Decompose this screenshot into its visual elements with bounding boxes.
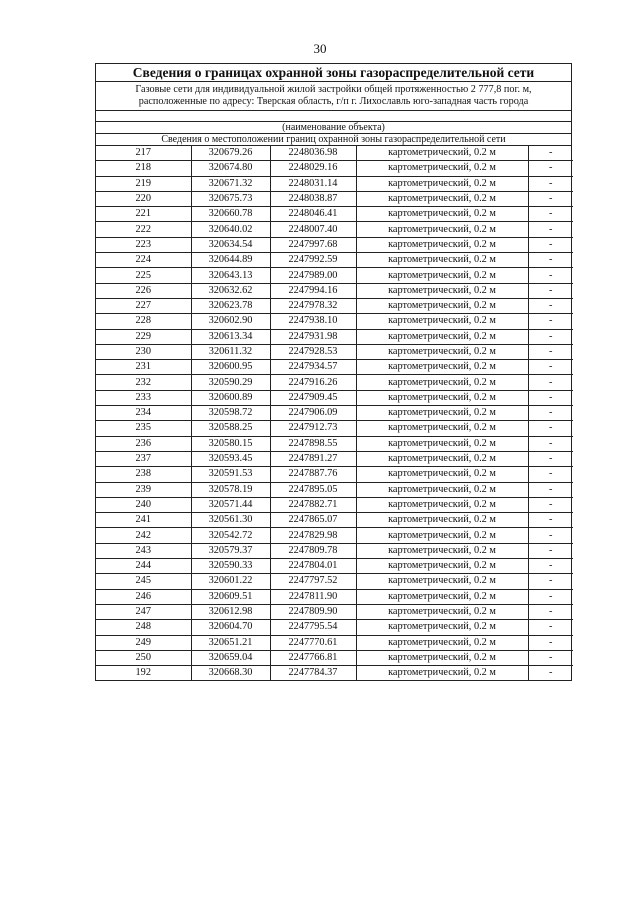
- point-number-cell: 227: [96, 298, 191, 313]
- table-row: [96, 375, 573, 390]
- x-coordinate-cell: 320579.37: [191, 543, 270, 558]
- method-accuracy-cell: картометрический, 0.2 м: [356, 666, 528, 681]
- table-row: [96, 451, 573, 466]
- method-accuracy-cell: картометрический, 0.2 м: [356, 314, 528, 329]
- y-coordinate-cell: 2247795.54: [270, 620, 356, 635]
- description-cell: -: [528, 176, 573, 191]
- y-coordinate-cell: 2247931.98: [270, 329, 356, 344]
- description-cell: -: [528, 161, 573, 176]
- description-cell: -: [528, 375, 573, 390]
- description-cell: -: [528, 467, 573, 482]
- description-cell: -: [528, 528, 573, 543]
- point-number-cell: 231: [96, 360, 191, 375]
- table-row: [96, 360, 573, 375]
- y-coordinate-cell: 2247829.98: [270, 528, 356, 543]
- y-coordinate-cell: 2247928.53: [270, 344, 356, 359]
- y-coordinate-cell: 2247766.81: [270, 650, 356, 665]
- x-coordinate-cell: 320643.13: [191, 268, 270, 283]
- table-row: [96, 559, 573, 574]
- method-accuracy-cell: картометрический, 0.2 м: [356, 298, 528, 313]
- table-row: [96, 482, 573, 497]
- y-coordinate-cell: 2247882.71: [270, 497, 356, 512]
- description-cell: -: [528, 298, 573, 313]
- x-coordinate-cell: 320561.30: [191, 513, 270, 528]
- description-cell: -: [528, 543, 573, 558]
- method-accuracy-cell: картометрический, 0.2 м: [356, 482, 528, 497]
- description-cell: -: [528, 406, 573, 421]
- x-coordinate-cell: 320632.62: [191, 283, 270, 298]
- x-coordinate-cell: 320580.15: [191, 436, 270, 451]
- method-accuracy-cell: картометрический, 0.2 м: [356, 543, 528, 558]
- description-cell: -: [528, 635, 573, 650]
- x-coordinate-cell: 320571.44: [191, 497, 270, 512]
- y-coordinate-cell: 2247909.45: [270, 390, 356, 405]
- point-number-cell: 248: [96, 620, 191, 635]
- method-accuracy-cell: картометрический, 0.2 м: [356, 559, 528, 574]
- table-row: [96, 543, 573, 558]
- description-cell: -: [528, 482, 573, 497]
- method-accuracy-cell: картометрический, 0.2 м: [356, 497, 528, 512]
- table-row: [96, 406, 573, 421]
- method-accuracy-cell: картометрический, 0.2 м: [356, 283, 528, 298]
- point-number-cell: 239: [96, 482, 191, 497]
- description-cell: -: [549, 667, 553, 679]
- point-number-cell: 241: [96, 513, 191, 528]
- point-number-cell: 250: [96, 650, 191, 665]
- description-cell: -: [528, 436, 573, 451]
- description-cell: -: [528, 650, 573, 665]
- table-row: [96, 604, 573, 619]
- point-number-cell: 244: [96, 559, 191, 574]
- x-coordinate-cell: 320675.73: [191, 191, 270, 206]
- description-cell: -: [528, 574, 573, 589]
- x-coordinate-cell: 320604.70: [191, 620, 270, 635]
- method-accuracy-cell: картометрический, 0.2 м: [356, 467, 528, 482]
- point-number-cell: 246: [96, 589, 191, 604]
- method-accuracy-cell: картометрический, 0.2 м: [356, 574, 528, 589]
- y-coordinate-cell: 2248007.40: [270, 222, 356, 237]
- point-number-cell: 243: [96, 543, 191, 558]
- method-accuracy-cell: картометрический, 0.2 м: [356, 237, 528, 252]
- y-coordinate-cell: 2247934.57: [270, 360, 356, 375]
- x-coordinate-cell: 320602.90: [191, 314, 270, 329]
- table-row: [96, 528, 573, 543]
- x-coordinate-cell: 320590.29: [191, 375, 270, 390]
- object-description-line-1: Газовые сети для индивидуальной жилой застройки общей протяженностью 2 777,8 пог. м,: [135, 84, 532, 95]
- x-coordinate-cell: 320588.25: [191, 421, 270, 436]
- table-row: [96, 298, 573, 313]
- x-coordinate-cell: 320609.51: [191, 589, 270, 604]
- table-row: [96, 161, 573, 176]
- y-coordinate-cell: 2247898.55: [270, 436, 356, 451]
- method-accuracy-cell: картометрический, 0.2 м: [356, 650, 528, 665]
- point-number-cell: 245: [96, 574, 191, 589]
- x-coordinate-cell: 320593.45: [191, 451, 270, 466]
- method-accuracy-cell: картометрический, 0.2 м: [356, 528, 528, 543]
- table-row: [96, 283, 573, 298]
- x-coordinate-cell: 320644.89: [191, 253, 270, 268]
- method-accuracy-cell: картометрический, 0.2 м: [356, 589, 528, 604]
- table-row: [96, 421, 573, 436]
- y-coordinate-cell: 2248046.41: [270, 207, 356, 222]
- table-row: [96, 253, 573, 268]
- description-cell: -: [528, 451, 573, 466]
- method-accuracy-cell: картометрический, 0.2 м: [356, 268, 528, 283]
- x-coordinate-cell: 320659.04: [191, 650, 270, 665]
- table-row: [96, 497, 573, 512]
- blank-separator-row: [96, 111, 571, 122]
- point-number-cell: 240: [96, 497, 191, 512]
- table-row: [96, 222, 573, 237]
- description-cell: -: [528, 268, 573, 283]
- table-row: [96, 268, 573, 283]
- point-number-cell: 222: [96, 222, 191, 237]
- x-coordinate-cell: 320674.80: [191, 161, 270, 176]
- method-accuracy-cell: картометрический, 0.2 м: [356, 390, 528, 405]
- x-coordinate-cell: 320679.26: [191, 146, 270, 161]
- location-caption: Сведения о местоположении границ охранной зоны газораспределительной сети: [96, 134, 571, 146]
- point-number-cell: 238: [96, 467, 191, 482]
- table-row: [96, 344, 573, 359]
- method-accuracy-cell: картометрический, 0.2 м: [356, 161, 528, 176]
- table-row: [96, 666, 573, 681]
- description-cell: -: [528, 360, 573, 375]
- x-coordinate-cell: 320590.33: [191, 559, 270, 574]
- y-coordinate-cell: 2247809.90: [270, 604, 356, 619]
- table-row: [96, 436, 573, 451]
- method-accuracy-cell: картометрический, 0.2 м: [356, 436, 528, 451]
- x-coordinate-cell: 320651.21: [191, 635, 270, 650]
- point-number-cell: 247: [96, 604, 191, 619]
- y-coordinate-cell: 2247809.78: [270, 543, 356, 558]
- x-coordinate-cell: 320668.30: [191, 666, 270, 681]
- x-coordinate-cell: 320671.32: [191, 176, 270, 191]
- table-row: [96, 191, 573, 206]
- y-coordinate-cell: 2248029.16: [270, 161, 356, 176]
- method-accuracy-cell: картометрический, 0.2 м: [356, 375, 528, 390]
- description-cell: -: [528, 237, 573, 252]
- method-accuracy-cell: картометрический, 0.2 м: [356, 176, 528, 191]
- point-number-cell: 192: [96, 666, 191, 681]
- y-coordinate-cell: 2247784.37: [270, 666, 356, 681]
- description-cell: -: [528, 421, 573, 436]
- description-cell: -: [528, 620, 573, 635]
- method-accuracy-cell: картометрический, 0.2 м: [356, 207, 528, 222]
- x-coordinate-cell: 320601.22: [191, 574, 270, 589]
- x-coordinate-cell: 320600.89: [191, 390, 270, 405]
- x-coordinate-cell: 320612.98: [191, 604, 270, 619]
- table-row: [96, 467, 573, 482]
- document-title: Сведения о границах охранной зоны газораспределительной сети: [96, 64, 571, 82]
- y-coordinate-cell: 2248038.87: [270, 191, 356, 206]
- y-coordinate-cell: 2247797.52: [270, 574, 356, 589]
- point-number-cell: 217: [96, 146, 191, 161]
- y-coordinate-cell: 2247989.00: [270, 268, 356, 283]
- x-coordinate-cell: 320613.34: [191, 329, 270, 344]
- table-row: [96, 146, 573, 161]
- y-coordinate-cell: 2247811.90: [270, 589, 356, 604]
- description-cell: -: [528, 314, 573, 329]
- method-accuracy-cell: картометрический, 0.2 м: [356, 635, 528, 650]
- method-accuracy-cell: картометрический, 0.2 м: [356, 604, 528, 619]
- point-number-cell: 221: [96, 207, 191, 222]
- y-coordinate-cell: 2247906.09: [270, 406, 356, 421]
- x-coordinate-cell: 320623.78: [191, 298, 270, 313]
- coordinates-table: [96, 146, 573, 680]
- table-row: [96, 237, 573, 252]
- y-coordinate-cell: 2247992.59: [270, 253, 356, 268]
- method-accuracy-cell: картометрический, 0.2 м: [356, 620, 528, 635]
- table-row: [96, 574, 573, 589]
- method-accuracy-cell: картометрический, 0.2 м: [356, 421, 528, 436]
- y-coordinate-cell: 2247891.27: [270, 451, 356, 466]
- table-row: [96, 635, 573, 650]
- description-cell: -: [528, 559, 573, 574]
- point-number-cell: 234: [96, 406, 191, 421]
- point-number-cell: 219: [96, 176, 191, 191]
- x-coordinate-cell: 320542.72: [191, 528, 270, 543]
- point-number-cell: 230: [96, 344, 191, 359]
- point-number-cell: 224: [96, 253, 191, 268]
- description-cell: -: [528, 283, 573, 298]
- description-cell: -: [528, 191, 573, 206]
- description-cell: -: [528, 589, 573, 604]
- y-coordinate-cell: 2247895.05: [270, 482, 356, 497]
- x-coordinate-cell: 320611.32: [191, 344, 270, 359]
- point-number-cell: 228: [96, 314, 191, 329]
- y-coordinate-cell: 2248036.98: [270, 146, 356, 161]
- object-description: [96, 82, 571, 111]
- x-coordinate-cell: 320591.53: [191, 467, 270, 482]
- x-coordinate-cell: 320640.02: [191, 222, 270, 237]
- description-cell: -: [528, 329, 573, 344]
- y-coordinate-cell: 2247916.26: [270, 375, 356, 390]
- page-number: 30: [313, 41, 327, 56]
- description-cell: -: [528, 513, 573, 528]
- point-number-cell: 232: [96, 375, 191, 390]
- point-number-cell: 218: [96, 161, 191, 176]
- description-cell: -: [528, 222, 573, 237]
- table-row: [96, 589, 573, 604]
- object-name-caption: (наименование объекта): [96, 122, 571, 134]
- method-accuracy-cell: картометрический, 0.2 м: [356, 513, 528, 528]
- x-coordinate-cell: 320598.72: [191, 406, 270, 421]
- point-number-cell: 233: [96, 390, 191, 405]
- table-row: [96, 390, 573, 405]
- description-cell: -: [528, 253, 573, 268]
- point-number-cell: 236: [96, 436, 191, 451]
- table-row: [96, 207, 573, 222]
- point-number-cell: 223: [96, 237, 191, 252]
- boundary-table-frame: [95, 63, 572, 681]
- object-description-line-2: расположенные по адресу: Тверская область, г/п г. Лихославль юго-западная часть города: [138, 96, 529, 107]
- table-row: [96, 329, 573, 344]
- point-number-cell: 220: [96, 191, 191, 206]
- point-number-cell: 249: [96, 635, 191, 650]
- description-cell: -: [528, 207, 573, 222]
- coordinates-table-body: [96, 146, 573, 680]
- y-coordinate-cell: 2247978.32: [270, 298, 356, 313]
- y-coordinate-cell: 2247770.61: [270, 635, 356, 650]
- y-coordinate-cell: 2247938.10: [270, 314, 356, 329]
- description-cell: -: [528, 497, 573, 512]
- x-coordinate-cell: 320600.95: [191, 360, 270, 375]
- description-cell: -: [528, 146, 573, 161]
- x-coordinate-cell: 320578.19: [191, 482, 270, 497]
- y-coordinate-cell: 2247912.73: [270, 421, 356, 436]
- y-coordinate-cell: 2247994.16: [270, 283, 356, 298]
- point-number-cell: 226: [96, 283, 191, 298]
- method-accuracy-cell: картометрический, 0.2 м: [356, 191, 528, 206]
- point-number-cell: 235: [96, 421, 191, 436]
- method-accuracy-cell: картометрический, 0.2 м: [356, 253, 528, 268]
- y-coordinate-cell: 2247997.68: [270, 237, 356, 252]
- method-accuracy-cell: картометрический, 0.2 м: [356, 406, 528, 421]
- y-coordinate-cell: 2247887.76: [270, 467, 356, 482]
- description-cell: -: [528, 390, 573, 405]
- point-number-cell: 237: [96, 451, 191, 466]
- method-accuracy-cell: картометрический, 0.2 м: [356, 360, 528, 375]
- table-row: [96, 620, 573, 635]
- method-accuracy-cell: картометрический, 0.2 м: [356, 146, 528, 161]
- table-row: [96, 176, 573, 191]
- point-number-cell: 229: [96, 329, 191, 344]
- x-coordinate-cell: 320634.54: [191, 237, 270, 252]
- x-coordinate-cell: 320660.78: [191, 207, 270, 222]
- method-accuracy-cell: картометрический, 0.2 м: [356, 451, 528, 466]
- point-number-cell: 242: [96, 528, 191, 543]
- method-accuracy-cell: картометрический, 0.2 м: [356, 222, 528, 237]
- description-cell: -: [528, 604, 573, 619]
- y-coordinate-cell: 2247804.01: [270, 559, 356, 574]
- point-number-cell: 225: [96, 268, 191, 283]
- table-row: [96, 650, 573, 665]
- table-row: [96, 314, 573, 329]
- y-coordinate-cell: 2247865.07: [270, 513, 356, 528]
- table-row: [96, 513, 573, 528]
- method-accuracy-cell: картометрический, 0.2 м: [356, 344, 528, 359]
- description-cell: -: [528, 344, 573, 359]
- method-accuracy-cell: картометрический, 0.2 м: [356, 329, 528, 344]
- y-coordinate-cell: 2248031.14: [270, 176, 356, 191]
